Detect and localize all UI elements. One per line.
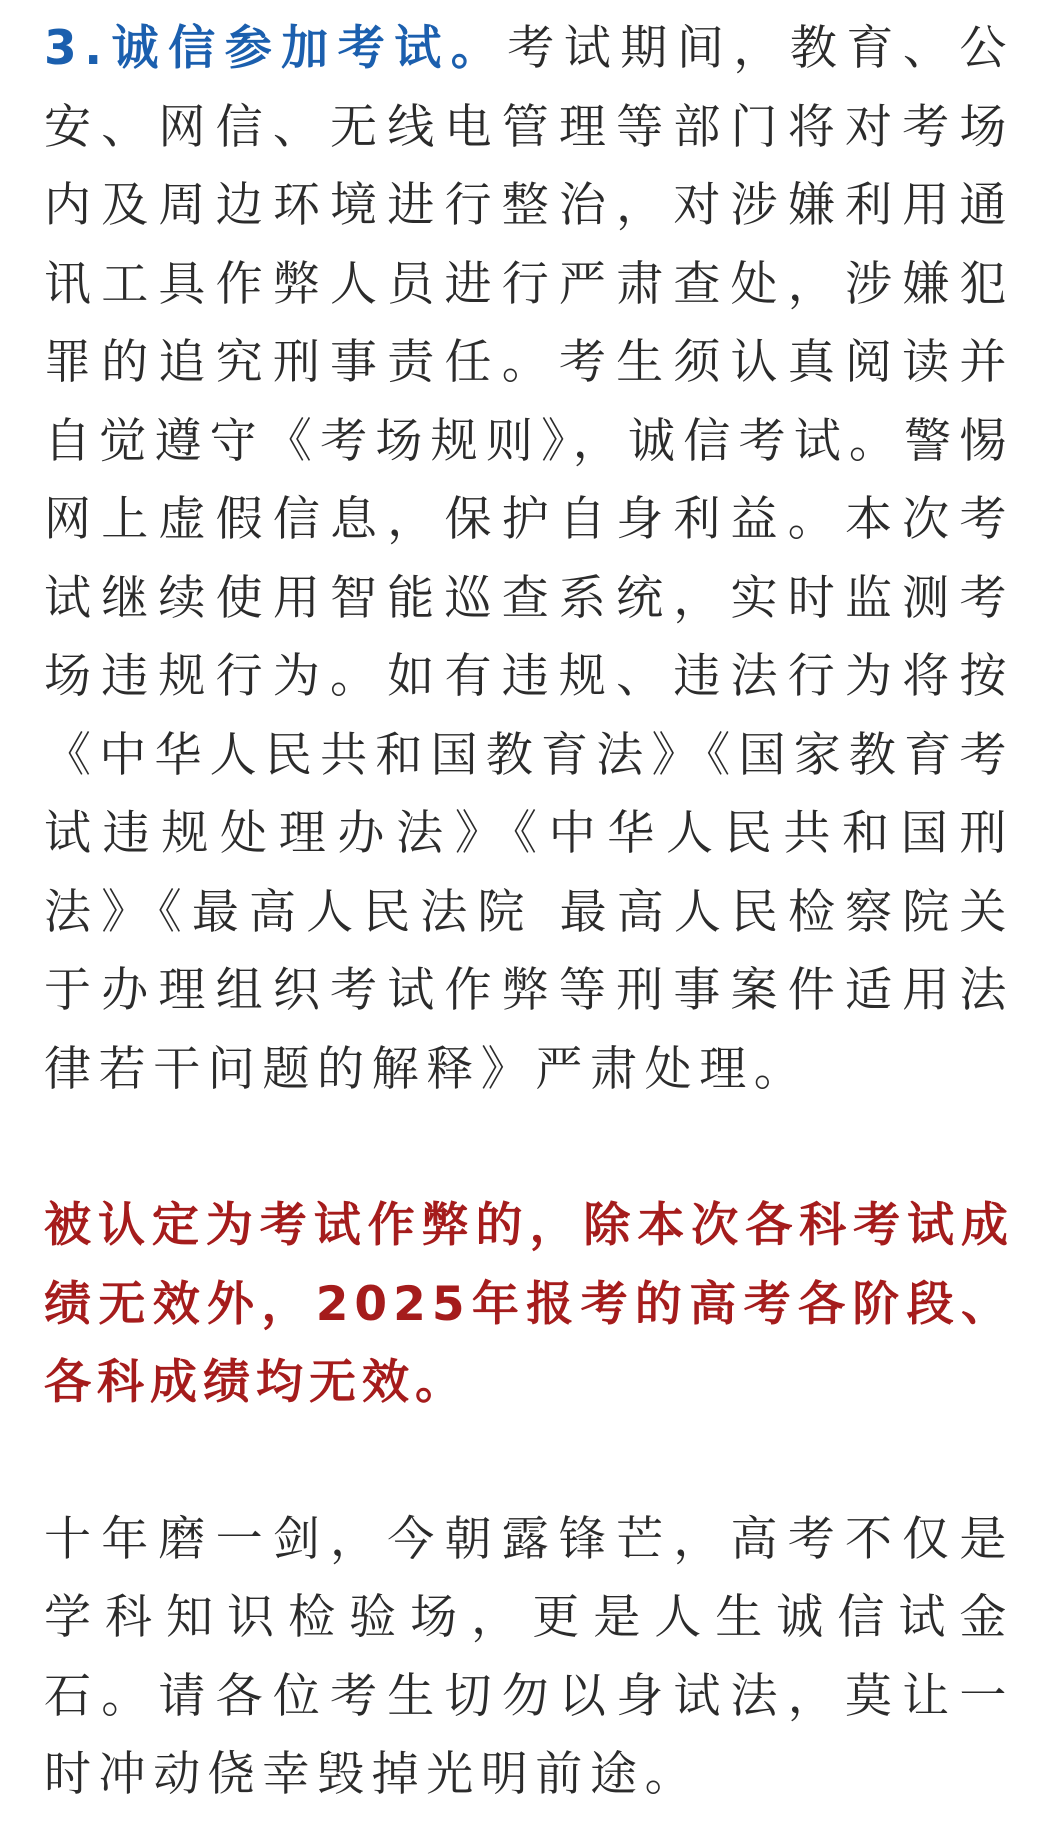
rules-paragraph — [44, 10, 1014, 1109]
closing-paragraph: 十年磨一剑，今朝露锋芒，高考不仅是学科知识检验场，更是人生诚信试金石。请各位考生切勿以身试法，莫让一时冲动侥幸毁掉光明前途。 — [44, 1511, 1014, 1802]
article — [44, 10, 1014, 1815]
rules-text: 考试期间，教育、公安、网信、无线电管理等部门将对考场内及周边环境进行整治，对涉嫌利用通讯工具作弊人员进行严肃查处，涉嫌犯罪的追究刑事责任。考生须认真阅读并自觉遵守《考场规则》，诚信考试。警惕网上虚假信息，保护自身利益。本次考试继续使用智能巡查系统，实时监测考场违规行为。如有违规、违法行为将按《中华人民共和国教育法》《国家教育考试违规处理办法》《中华人民共和国刑法》《最高人民法院 最高人民检察院关于办理组织考试作弊等刑事案件适用法律若干问题的解释》严肃处理。 — [44, 21, 1014, 1097]
cheating-notice: 被认定为考试作弊的，除本次各科考试成绩无效外，2025年报考的高考各阶段、各科成绩均无效。 — [44, 1198, 1014, 1410]
section-heading: 3.诚信参加考试。 — [44, 21, 508, 76]
